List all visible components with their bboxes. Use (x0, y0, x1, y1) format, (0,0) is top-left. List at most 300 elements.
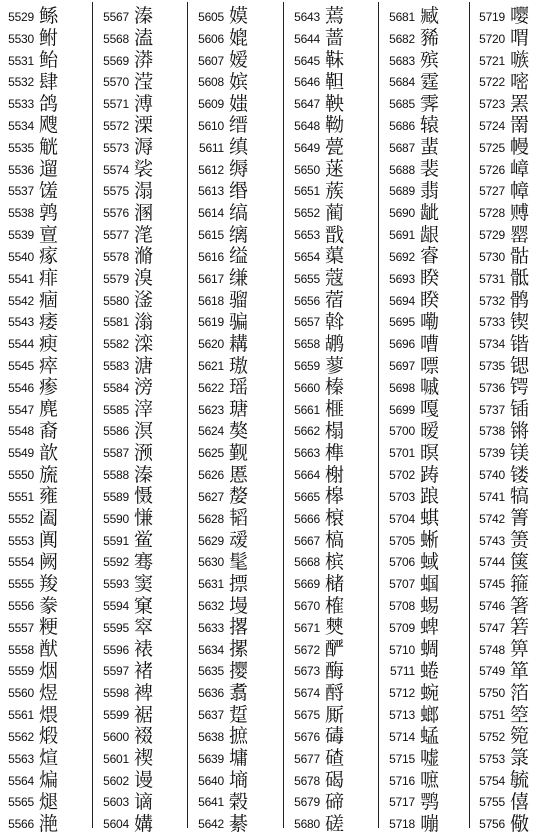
list-item (0, 202, 58, 224)
entry-character: 慊 (134, 507, 154, 530)
list-item (381, 617, 439, 639)
entry-character: 璈 (229, 354, 249, 377)
entry-number: 5740 (479, 468, 505, 483)
entry-number: 5603 (103, 795, 129, 810)
entry-number: 5723 (479, 97, 505, 112)
entry-character: 槔 (325, 485, 345, 508)
entry-number: 5715 (389, 751, 415, 766)
entry-number: 5661 (294, 402, 320, 417)
entry-number: 5663 (294, 446, 320, 461)
entry-character: 痿 (39, 310, 59, 333)
entry-number: 5534 (8, 118, 34, 133)
list-item (471, 137, 529, 159)
list-item (471, 355, 529, 377)
entry-character: 溧 (134, 114, 154, 137)
entry-character: 嗻 (420, 769, 440, 792)
entry-character: 滂 (134, 376, 154, 399)
entry-number: 5745 (479, 577, 505, 592)
entry-character: 蔺 (325, 201, 345, 224)
table-column (381, 0, 469, 835)
entry-number: 5710 (389, 642, 415, 657)
list-item (190, 595, 248, 617)
list-item (381, 792, 439, 814)
entry-character: 猷 (39, 638, 59, 661)
list-item (381, 115, 439, 137)
entry-character: 碡 (325, 725, 345, 748)
entry-number: 5547 (8, 402, 34, 417)
entry-character: 睿 (420, 245, 440, 268)
entry-number: 5594 (103, 599, 129, 614)
entry-character: 蜥 (420, 529, 440, 552)
entry-number: 5679 (294, 795, 320, 810)
entry-number: 5668 (294, 555, 320, 570)
entry-character: 撄 (229, 659, 249, 682)
entry-character: 龇 (420, 201, 440, 224)
entry-number: 5670 (294, 599, 320, 614)
list-item (190, 442, 248, 464)
entry-number: 5553 (8, 533, 34, 548)
entry-number: 5579 (103, 271, 129, 286)
list-item (190, 704, 248, 726)
list-item (0, 28, 58, 50)
list-item (286, 421, 344, 443)
list-item (381, 181, 439, 203)
list-item (0, 311, 58, 333)
entry-number: 5622 (198, 380, 224, 395)
list-item (381, 290, 439, 312)
entry-number: 5606 (198, 31, 224, 46)
list-item (286, 268, 344, 290)
list-item (0, 50, 58, 72)
entry-number: 5588 (103, 468, 129, 483)
list-item (95, 508, 153, 530)
entry-number: 5711 (389, 664, 415, 679)
list-item (471, 552, 529, 574)
list-item (95, 333, 153, 355)
entry-number: 5587 (103, 446, 129, 461)
list-item (190, 421, 248, 443)
entry-character: 瑭 (229, 398, 249, 421)
list-item (471, 159, 529, 181)
entry-number: 5610 (198, 118, 224, 133)
list-item (286, 6, 344, 28)
entry-character: 骶 (510, 267, 530, 290)
entry-character: 綦 (229, 812, 249, 835)
table-column (286, 0, 378, 835)
entry-number: 5664 (294, 468, 320, 483)
entry-character: 榛 (325, 376, 345, 399)
entry-character: 滗 (134, 223, 154, 246)
entry-character: 箸 (510, 594, 530, 617)
list-item (381, 748, 439, 770)
entry-number: 5612 (198, 162, 224, 177)
entry-number: 5753 (479, 751, 505, 766)
list-item (381, 508, 439, 530)
entry-character: 蜷 (420, 659, 440, 682)
entry-number: 5742 (479, 511, 505, 526)
entry-number: 5675 (294, 708, 320, 723)
entry-number: 5750 (479, 686, 505, 701)
entry-character: 歆 (39, 441, 59, 464)
list-item (381, 595, 439, 617)
list-item (190, 333, 248, 355)
list-item (471, 28, 529, 50)
entry-number: 5559 (8, 664, 34, 679)
entry-number: 5706 (389, 555, 415, 570)
entry-number: 5729 (479, 228, 505, 243)
list-item (471, 311, 529, 333)
list-item (381, 93, 439, 115)
entry-character: 滏 (134, 289, 154, 312)
entry-number: 5552 (8, 511, 34, 526)
list-item (381, 464, 439, 486)
entry-character: 锲 (510, 310, 530, 333)
entry-character: 骝 (229, 289, 249, 312)
entry-character: 嫫 (229, 5, 249, 28)
entry-number: 5654 (294, 249, 320, 264)
entry-number: 5577 (103, 228, 129, 243)
list-item (471, 71, 529, 93)
entry-number: 5561 (8, 708, 34, 723)
entry-character: 豢 (39, 594, 59, 617)
list-item (381, 704, 439, 726)
list-item (286, 159, 344, 181)
entry-character: 嘌 (420, 354, 440, 377)
entry-number: 5634 (198, 642, 224, 657)
entry-number: 5744 (479, 555, 505, 570)
entry-number: 5627 (198, 489, 224, 504)
entry-number: 5698 (389, 380, 415, 395)
entry-character: 慑 (134, 485, 154, 508)
list-item (0, 639, 58, 661)
entry-number: 5543 (8, 315, 34, 330)
entry-number: 5585 (103, 402, 129, 417)
list-item (286, 661, 344, 683)
entry-number: 5685 (389, 97, 415, 112)
list-item (190, 770, 248, 792)
list-item (95, 682, 153, 704)
list-item (471, 792, 529, 814)
list-item (286, 377, 344, 399)
entry-number: 5655 (294, 271, 320, 286)
entry-number: 5731 (479, 271, 505, 286)
list-item (471, 770, 529, 792)
entry-character: 踉 (420, 485, 440, 508)
entry-number: 5717 (389, 795, 415, 810)
list-item (286, 181, 344, 203)
entry-number: 5716 (389, 773, 415, 788)
entry-character: 嫠 (229, 485, 249, 508)
entry-number: 5640 (198, 773, 224, 788)
entry-character: 谩 (134, 769, 154, 792)
entry-number: 5593 (103, 577, 129, 592)
list-item (190, 224, 248, 246)
list-item (95, 181, 153, 203)
list-item (286, 355, 344, 377)
entry-number: 5694 (389, 293, 415, 308)
entry-number: 5683 (389, 53, 415, 68)
list-item (286, 704, 344, 726)
entry-character: 缟 (229, 201, 249, 224)
list-item (95, 50, 153, 72)
entry-number: 5721 (479, 53, 505, 68)
list-item (381, 442, 439, 464)
list-item (190, 464, 248, 486)
entry-number: 5595 (103, 620, 129, 635)
entry-character: 缙 (229, 114, 249, 137)
list-item (190, 311, 248, 333)
list-item (190, 137, 248, 159)
entry-character: 禊 (134, 747, 154, 770)
entry-character: 踅 (229, 703, 249, 726)
entry-character: 溘 (134, 27, 154, 50)
entry-character: 鹕 (325, 332, 345, 355)
entry-character: 缡 (229, 223, 249, 246)
list-item (95, 552, 153, 574)
entry-character: 蔻 (325, 267, 345, 290)
entry-number: 5645 (294, 53, 320, 68)
entry-character: 箓 (510, 747, 530, 770)
entry-number: 5591 (103, 533, 129, 548)
list-item (0, 573, 58, 595)
entry-character: 瘐 (39, 332, 59, 355)
entry-character: 翥 (229, 681, 249, 704)
entry-character: 碣 (325, 769, 345, 792)
entry-character: 媸 (229, 92, 249, 115)
entry-number: 5756 (479, 817, 505, 832)
entry-number: 5573 (103, 140, 129, 155)
entry-number: 5597 (103, 664, 129, 679)
entry-number: 5536 (8, 162, 34, 177)
list-item (190, 617, 248, 639)
list-item (381, 246, 439, 268)
entry-character: 鲐 (39, 49, 59, 72)
entry-number: 5617 (198, 271, 224, 286)
list-item (381, 71, 439, 93)
list-item (381, 639, 439, 661)
entry-character: 溱 (134, 463, 154, 486)
list-item (95, 224, 153, 246)
entry-number: 5578 (103, 249, 129, 264)
entry-number: 5671 (294, 620, 320, 635)
list-item (95, 573, 153, 595)
entry-number: 5682 (389, 31, 415, 46)
list-item (0, 421, 58, 443)
list-item (381, 661, 439, 683)
list-item (95, 442, 153, 464)
entry-number: 5582 (103, 337, 129, 352)
list-item (0, 355, 58, 377)
list-item (190, 290, 248, 312)
list-item (286, 682, 344, 704)
entry-number: 5736 (479, 380, 505, 395)
list-item (471, 442, 529, 464)
list-item (286, 93, 344, 115)
list-item (471, 6, 529, 28)
entry-number: 5607 (198, 53, 224, 68)
entry-number: 5616 (198, 249, 224, 264)
list-item (471, 682, 529, 704)
list-item (0, 748, 58, 770)
list-item (381, 377, 439, 399)
entry-character: 窣 (134, 616, 154, 639)
entry-number: 5560 (8, 686, 34, 701)
entry-character: 漭 (134, 49, 154, 72)
column-divider (187, 2, 188, 828)
entry-number: 5676 (294, 729, 320, 744)
list-item (190, 813, 248, 835)
list-item (95, 726, 153, 748)
entry-number: 5583 (103, 359, 129, 373)
entry-character: 嗾 (510, 49, 530, 72)
entry-character: 痱 (39, 267, 59, 290)
list-item (471, 726, 529, 748)
entry-number: 5719 (479, 9, 505, 24)
list-item (0, 530, 58, 552)
entry-number: 5696 (389, 337, 415, 352)
entry-number: 5697 (389, 359, 415, 373)
list-item (471, 464, 529, 486)
entry-character: 煅 (39, 725, 59, 748)
entry-character: 溻 (134, 179, 154, 202)
list-item (190, 181, 248, 203)
entry-number: 5657 (294, 315, 320, 330)
entry-character: 榧 (325, 398, 345, 421)
list-item (190, 573, 248, 595)
list-item (0, 464, 58, 486)
entry-number: 5738 (479, 424, 505, 439)
entry-character: 罱 (510, 114, 530, 137)
list-item (190, 115, 248, 137)
entry-character: 箐 (510, 507, 530, 530)
entry-character: 墉 (229, 747, 249, 770)
entry-number: 5732 (479, 293, 505, 308)
list-item (95, 137, 153, 159)
list-item (95, 421, 153, 443)
list-item (471, 508, 529, 530)
list-item (471, 573, 529, 595)
entry-character: 槁 (325, 529, 345, 552)
entry-number: 5656 (294, 293, 320, 308)
entry-character: 飕 (39, 114, 59, 137)
entry-number: 5666 (294, 511, 320, 526)
list-item (381, 573, 439, 595)
entry-number: 5533 (8, 97, 34, 112)
list-item (381, 159, 439, 181)
entry-character: 嘤 (510, 5, 530, 28)
list-item (190, 268, 248, 290)
entry-number: 5630 (198, 555, 224, 570)
entry-number: 5624 (198, 424, 224, 439)
entry-number: 5727 (479, 184, 505, 199)
entry-character: 幔 (510, 136, 530, 159)
entry-number: 5558 (8, 642, 34, 657)
list-item (286, 137, 344, 159)
list-item (95, 813, 153, 835)
list-item (95, 290, 153, 312)
list-item (0, 792, 58, 814)
list-item (190, 246, 248, 268)
entry-character: 箬 (510, 616, 530, 639)
entry-number: 5701 (389, 446, 415, 461)
entry-character: 臧 (420, 5, 440, 28)
entry-number: 5652 (294, 206, 320, 221)
entry-character: 髦 (229, 550, 249, 573)
list-item (0, 268, 58, 290)
list-item (190, 661, 248, 683)
entry-character: 亶 (39, 223, 59, 246)
entry-character: 罴 (510, 92, 530, 115)
entry-number: 5739 (479, 446, 505, 461)
entry-character: 旒 (39, 463, 59, 486)
entry-character: 僰 (325, 616, 345, 639)
entry-number: 5718 (389, 817, 415, 832)
entry-character: 鹑 (39, 201, 59, 224)
list-item (286, 813, 344, 835)
entry-number: 5631 (198, 577, 224, 592)
entry-number: 5713 (389, 708, 415, 723)
entry-number: 5545 (8, 359, 34, 373)
entry-character: 榱 (325, 507, 345, 530)
entry-character: 缗 (229, 179, 249, 202)
entry-number: 5643 (294, 9, 320, 24)
list-item (0, 661, 58, 683)
list-item (0, 813, 58, 835)
entry-number: 5599 (103, 708, 129, 723)
entry-number: 5728 (479, 206, 505, 221)
entry-character: 锵 (510, 419, 530, 442)
entry-character: 酶 (325, 659, 345, 682)
entry-character: 溥 (134, 92, 154, 115)
entry-character: 缛 (229, 158, 249, 181)
entry-number: 5748 (479, 642, 505, 657)
entry-number: 5546 (8, 380, 34, 395)
list-item (0, 333, 58, 355)
entry-number: 5614 (198, 206, 224, 221)
list-item (381, 50, 439, 72)
entry-character: 鞅 (325, 92, 345, 115)
entry-character: 暧 (420, 419, 440, 442)
entry-character: 鹗 (420, 790, 440, 813)
entry-character: 翡 (420, 179, 440, 202)
entry-number: 5626 (198, 468, 224, 483)
entry-character: 毓 (510, 769, 530, 792)
entry-number: 5755 (479, 795, 505, 810)
entry-character: 煊 (39, 747, 59, 770)
entry-character: 榭 (325, 463, 345, 486)
list-item (95, 93, 153, 115)
list-item (95, 246, 153, 268)
entry-number: 5722 (479, 75, 505, 90)
entry-number: 5690 (389, 206, 415, 221)
list-item (286, 246, 344, 268)
list-item (381, 355, 439, 377)
entry-character: 滃 (134, 310, 154, 333)
entry-number: 5720 (479, 31, 505, 46)
entry-number: 5581 (103, 315, 129, 330)
entry-number: 5684 (389, 75, 415, 90)
entry-character: 溱 (134, 5, 154, 28)
entry-number: 5665 (294, 489, 320, 504)
entry-character: 蔫 (325, 5, 345, 28)
entry-character: 滪 (134, 441, 154, 464)
column-divider (92, 2, 93, 828)
entry-character: 鲧 (39, 5, 59, 28)
list-item (95, 71, 153, 93)
list-item (190, 28, 248, 50)
list-item (95, 28, 153, 50)
list-item (381, 333, 439, 355)
